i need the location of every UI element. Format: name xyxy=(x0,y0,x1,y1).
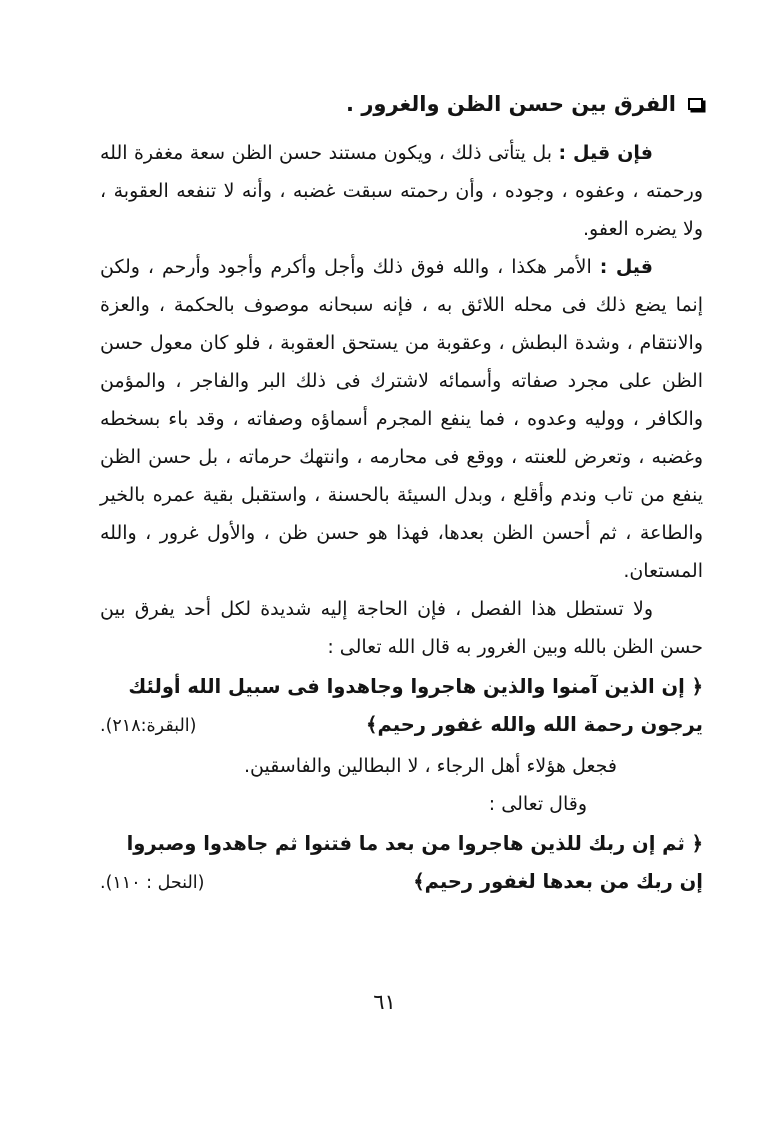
qala-taala-line: وقال تعالى : xyxy=(488,793,587,815)
verse-citation-nahl: (النحل : ١١٠). xyxy=(100,873,205,893)
paragraph-qeel xyxy=(100,248,703,590)
section-heading-text: الفرق بين حسن الظن والغرور . xyxy=(346,92,676,116)
page-number: ٦١ xyxy=(373,990,396,1014)
paragraph-fain-qeel xyxy=(100,134,703,248)
paragraph-text: ولا تستطل هذا الفصل ، فإن الحاجة إليه شديدة لكل أحد يفرق بين حسن الظن بالله وبين الغرور به قال الله تعالى : xyxy=(100,598,703,658)
verse-line: ﴿ إن الذين آمنوا والذين هاجروا وجاهدوا فى سبيل الله أولئك xyxy=(128,675,703,698)
verse-line: ﴿ ثم إن ربك للذين هاجروا من بعد ما فتنوا ثم جاهدوا وصبروا xyxy=(126,832,703,855)
paragraph-text: بل يتأتى ذلك ، ويكون مستند حسن الظن سعة مغفرة الله ورحمته ، وعفوه ، وجوده ، وأن رحمته سبقت غضبه ، وأنه لا تنفعه العقوبة ، ولا يضره العفو. xyxy=(100,142,703,240)
verse-line-with-citation xyxy=(100,706,703,745)
paragraph-lead: قيل : xyxy=(599,256,653,278)
quran-verse-baqarah xyxy=(100,668,703,745)
section-heading xyxy=(100,84,703,124)
verse-line-with-citation xyxy=(100,863,703,902)
paragraph-lead: فإن قيل : xyxy=(558,142,653,164)
page-content xyxy=(100,84,703,904)
square-bullet-icon xyxy=(688,98,703,110)
verse-line: إن ربك من بعدها لغفور رحيم﴾ xyxy=(413,870,703,893)
paragraph-closing xyxy=(100,590,703,666)
quran-verse-nahl xyxy=(100,825,703,902)
commentary-line: فجعل هؤلاء أهل الرجاء ، لا البطالين والفاسقين. xyxy=(243,755,617,777)
verse-line: يرجون رحمة الله والله غفور رحيم﴾ xyxy=(366,713,703,736)
verse-citation-baqarah: (البقرة:٢١٨). xyxy=(100,716,197,736)
paragraph-text: الأمر هكذا ، والله فوق ذلك وأجل وأكرم وأجود وأرحم ، ولكن إنما يضع ذلك فى محله اللائق به ، فإنه سبحانه موصوف بالحكمة ، والعزة والانتقام ، وشدة البطش ، وعقوبة من يستحق العقوبة ، فلو كان معول حسن الظن على مجرد صفاته وأسمائه لاشترك فى ذلك البر والفاجر ، والمؤمن والكافر ، ووليه وعدوه ، فما ينفع المجرم أسماؤه وصفاته ، وقد باء بسخطه وغضبه ، وتعرض للعنته ، ووقع فى محارمه ، وانتهك حرماته ، بل حسن الظن ينفع من تاب وندم وأقلع ، وبدل السيئة بالحسنة ، واستقبل بقية عمره بالخير والطاعة ، ثم أحسن الظن بعدها، فهذا هو حسن ظن ، والأول غرور ، والله المستعان. xyxy=(100,256,703,582)
